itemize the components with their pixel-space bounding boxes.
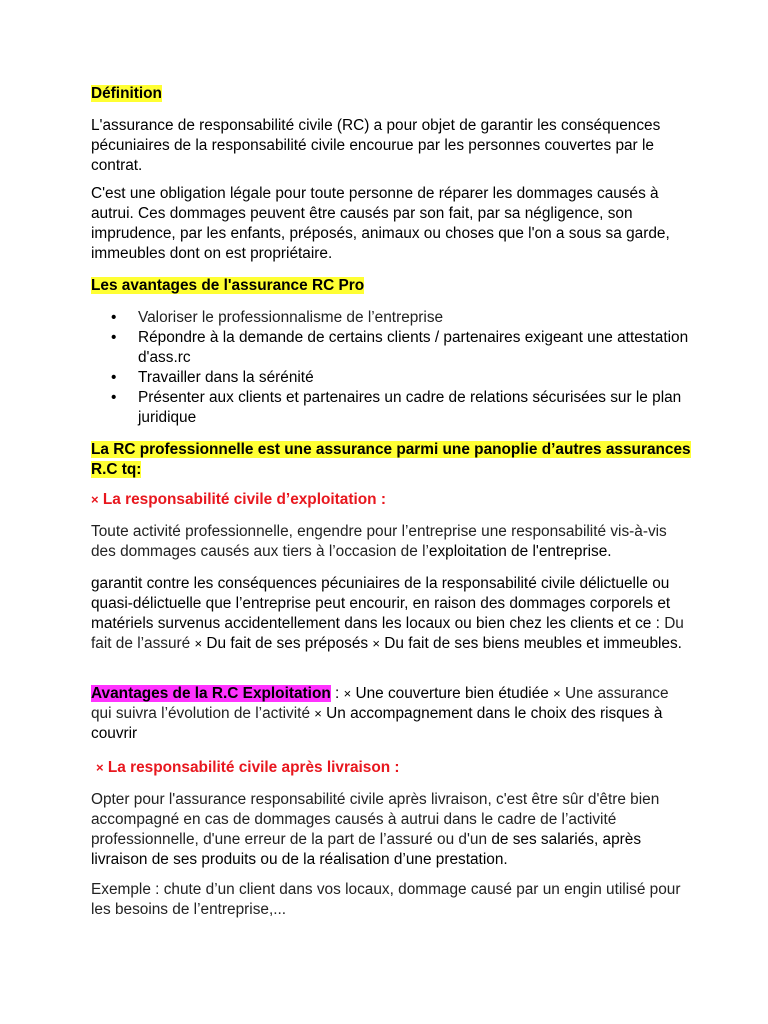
heading-panoplie: La RC professionnelle est une assurance parmi une panoplie d’autres assurances R.C tq:: [91, 441, 691, 478]
bullet-icon: •: [111, 369, 117, 386]
paragraph-exploitation-2: garantit contre les conséquences pécuniaires de la responsabilité civile délictuelle ou quasi-délictuelle que l’entreprise peut encourir, en raison des dommages corporels et matériels survenus accidentellement dans les locaux ou bien chez les clients et ce : Du fait de l’assuré × Du fait de ses préposés × Du fait de ses biens meubles et immeubles.: [91, 575, 684, 652]
paragraph-livraison: Opter pour l'assurance responsabilité civile après livraison, c'est être sûr d'être bien accompagné en cas de dommages causés à autrui dans le cadre de l’activité professionnelle, d'une erreur de la part de l’assuré ou d'un de ses salariés, après livraison de ses produits ou de la réalisation d’une prestation.: [91, 791, 660, 868]
paragraph-definition: L'assurance de responsabilité civile (RC) a pour objet de garantir les conséquences pécuniaires de la responsabilité civile encourue par les personnes couvertes par le contrat.: [91, 117, 661, 174]
list-item: • Répondre à la demande de certains clients / partenaires exigeant une attestation d'ass.rc: [111, 329, 689, 366]
heading-exploitation: × La responsabilité civile d’exploitation :: [91, 491, 386, 508]
bullet-icon: •: [111, 329, 117, 346]
avantages-list: [91, 308, 691, 428]
heading-avantages: Les avantages de l'assurance RC Pro: [91, 277, 365, 294]
paragraph-obligation: C'est une obligation légale pour toute personne de réparer les dommages causés à autrui. Ces dommages peuvent être causés par son fait, par sa négligence, son imprudence, par les enfants, préposés, animaux ou choses que l'on a sous sa garde, immeubles dont on est propriétaire.: [91, 185, 670, 262]
bullet-icon: •: [111, 309, 117, 326]
paragraph-exemple: Exemple : chute d’un client dans vos locaux, dommage causé par un engin utilisé pour les besoins de l’entreprise,...: [91, 881, 681, 918]
list-item: • Valoriser le professionnalisme de l’entreprise: [111, 309, 444, 326]
cross-icon: ×: [96, 760, 104, 775]
cross-icon: ×: [314, 706, 322, 721]
paragraph-avantages-exploitation: Avantages de la R.C Exploitation : × Une couverture bien étudiée × Une assurance qui suivra l’évolution de l’activité × Un accompagnement dans le choix des risques à couvrir: [91, 685, 669, 742]
paragraph-exploitation-1: Toute activité professionnelle, engendre pour l’entreprise une responsabilité vis-à-vis des dommages causés aux tiers à l’occasion de l’exploitation de l'entreprise.: [91, 523, 667, 560]
cross-icon: ×: [343, 686, 352, 701]
list-item: • Présenter aux clients et partenaires un cadre de relations sécurisées sur le plan juridique: [111, 389, 682, 426]
list-item: • Travailler dans la sérénité: [111, 369, 314, 386]
cross-icon: ×: [372, 636, 380, 651]
heading-livraison: × La responsabilité civile après livraison :: [96, 759, 400, 776]
cross-icon: ×: [553, 686, 561, 701]
heading-definition: Définition: [91, 85, 162, 102]
cross-icon: ×: [91, 492, 99, 507]
cross-icon: ×: [194, 636, 203, 651]
bullet-icon: •: [111, 389, 117, 406]
